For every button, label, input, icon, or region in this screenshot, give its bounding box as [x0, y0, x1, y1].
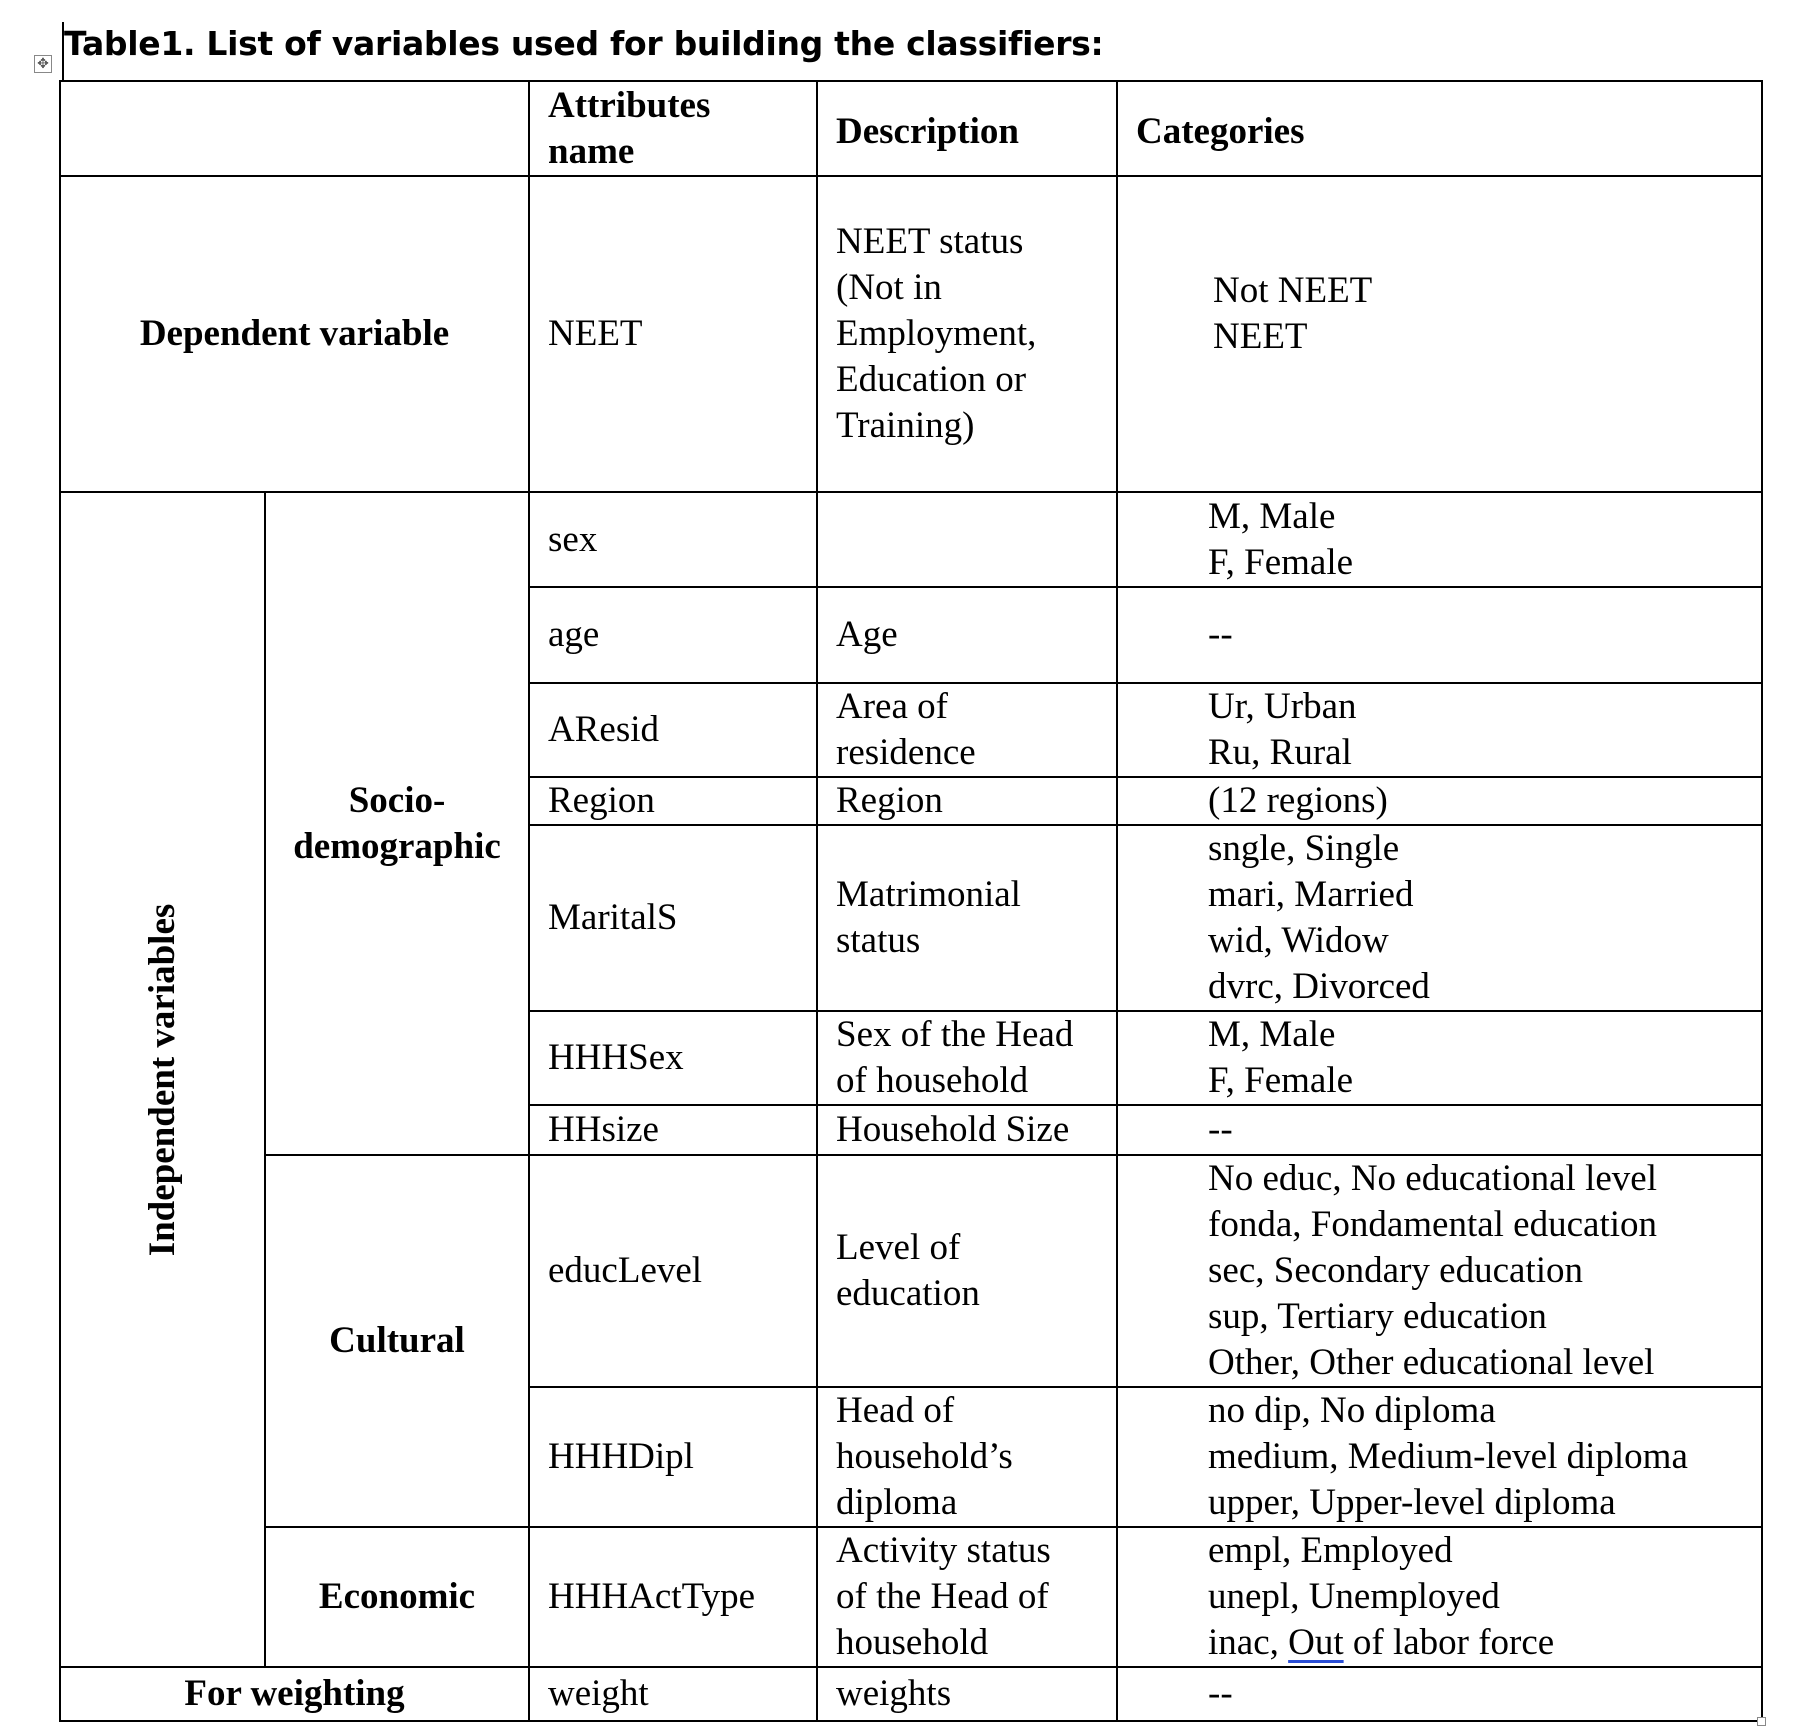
header-empty-cell — [60, 81, 529, 176]
categories-cell: No educ, No educational level fonda, Fondamental education sec, Secondary education sup, Tertiary education Other, Other educational level — [1117, 1155, 1762, 1387]
attribute-cell: sex — [529, 492, 817, 587]
description-cell: weights — [817, 1667, 1117, 1721]
categories-cell: -- — [1117, 1667, 1762, 1721]
table-row-hhhact — [60, 1527, 1762, 1667]
description-cell: Level of education — [817, 1155, 1117, 1387]
table-row-sex — [60, 492, 1762, 587]
description-cell: Area of residence — [817, 683, 1117, 777]
group-label-weighting: For weighting — [60, 1667, 529, 1721]
categories-cell: Not NEET NEET — [1117, 176, 1762, 492]
table-row-dependent — [60, 176, 1762, 492]
description-cell: Head of household’s diploma — [817, 1387, 1117, 1527]
header-row — [60, 81, 1762, 176]
attribute-cell: Region — [529, 777, 817, 825]
attribute-cell: HHHSex — [529, 1011, 817, 1105]
variables-table — [59, 80, 1763, 1722]
attribute-cell: HHsize — [529, 1105, 817, 1155]
description-cell: Sex of the Head of household — [817, 1011, 1117, 1105]
group-label-economic: Economic — [265, 1527, 529, 1667]
table-caption: Table1. List of variables used for building the classifiers: — [64, 24, 1104, 63]
categories-cell: sngle, Single mari, Married wid, Widow dvrc, Divorced — [1117, 825, 1762, 1011]
categories-cell: -- — [1117, 587, 1762, 683]
categories-cell: M, Male F, Female — [1117, 1011, 1762, 1105]
attribute-cell: HHHDipl — [529, 1387, 817, 1527]
description-cell — [817, 492, 1117, 587]
attribute-cell: educLevel — [529, 1155, 817, 1387]
description-cell: Region — [817, 777, 1117, 825]
header-description: Description — [817, 81, 1117, 176]
attribute-cell: HHHActType — [529, 1527, 817, 1667]
attribute-cell: AResid — [529, 683, 817, 777]
table-move-handle-icon[interactable]: ✥ — [34, 55, 52, 73]
description-cell: NEET status (Not in Employment, Education or Training) — [817, 176, 1117, 492]
attribute-cell: weight — [529, 1667, 817, 1721]
group-label-cultural: Cultural — [265, 1155, 529, 1527]
spelling-underline-link[interactable]: Out — [1288, 1622, 1344, 1663]
table-row-educ — [60, 1155, 1762, 1387]
header-attributes-name: Attributes name — [529, 81, 817, 176]
attribute-cell: NEET — [529, 176, 817, 492]
attribute-cell: age — [529, 587, 817, 683]
description-cell: Activity status of the Head of household — [817, 1527, 1117, 1667]
categories-cell: empl, Employed unepl, Unemployed inac, Out of labor force — [1117, 1527, 1762, 1667]
group-label-independent: Independent variables — [60, 492, 265, 1667]
categories-cell: (12 regions) — [1117, 777, 1762, 825]
categories-cell: -- — [1117, 1105, 1762, 1155]
table-row-weighting — [60, 1667, 1762, 1721]
categories-cell: no dip, No diploma medium, Medium-level diploma upper, Upper-level diploma — [1117, 1387, 1762, 1527]
description-cell: Household Size — [817, 1105, 1117, 1155]
group-label-dependent: Dependent variable — [60, 176, 529, 492]
categories-cell: Ur, Urban Ru, Rural — [1117, 683, 1762, 777]
categories-cell: M, Male F, Female — [1117, 492, 1762, 587]
group-label-socio-demographic: Socio- demographic — [265, 492, 529, 1155]
table-resize-handle-icon[interactable] — [1757, 1717, 1766, 1726]
attribute-cell: MaritalS — [529, 825, 817, 1011]
description-cell: Matrimonial status — [817, 825, 1117, 1011]
description-cell: Age — [817, 587, 1117, 683]
header-categories: Categories — [1117, 81, 1762, 176]
